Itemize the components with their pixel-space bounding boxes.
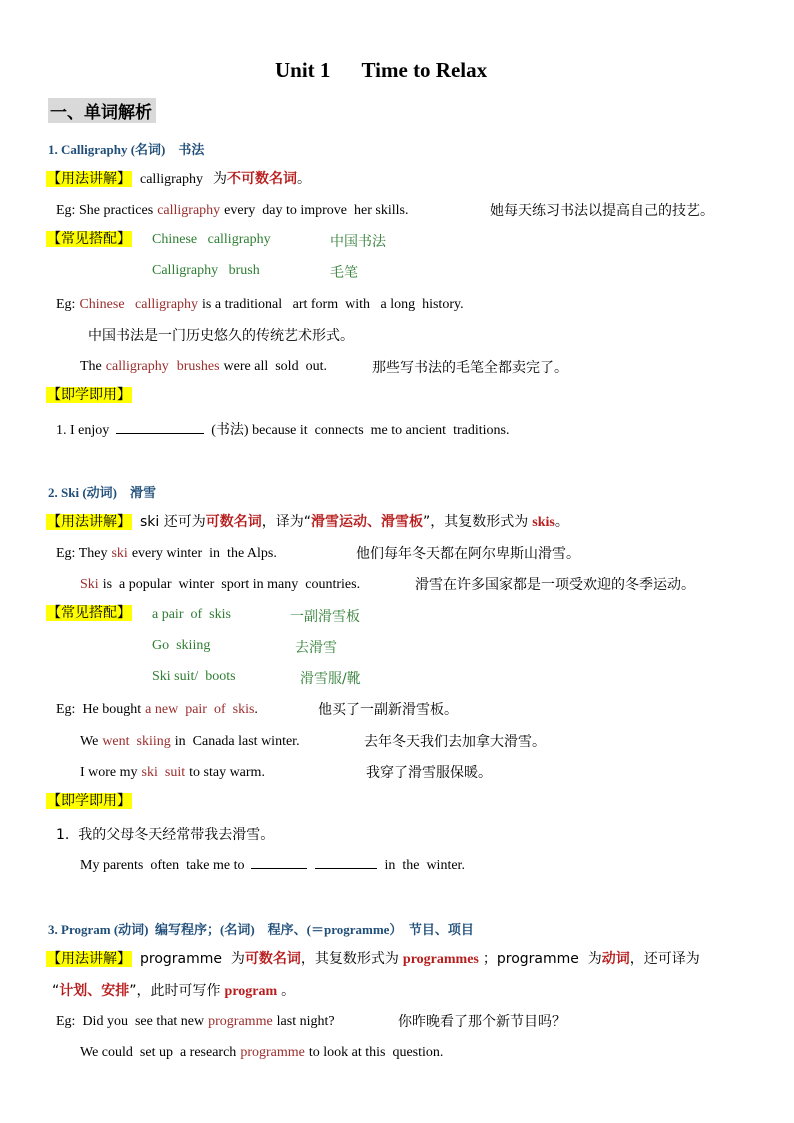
usage-row-calligraphy: 【用法讲解】 calligraphy 为不可数名词。 [47, 171, 311, 187]
usage-row-program: 【用法讲解】 programme 为可数名词，其复数形式为 programmes ；programme 为动词，还可译为 [47, 951, 700, 967]
collocation-en: Go skiing [152, 638, 211, 653]
usage-word: calligraphy [140, 172, 203, 187]
example-sentence: We could set up a research programme to look at this question. [80, 1045, 444, 1060]
collocation-zh: 滑雪服/靴 [300, 671, 361, 687]
collocation-en: Ski suit/ boots [152, 669, 236, 684]
usage-keyword: skis [532, 515, 555, 530]
usage-keyword: programmes [402, 952, 479, 967]
usage-keyword: 计划、安排 [59, 983, 130, 999]
collocation-zh: 一副滑雪板 [290, 609, 360, 625]
example-translation: 去年冬天我们去加拿大滑雪。 [364, 734, 546, 750]
highlighted-term: ski [111, 546, 128, 561]
usage-row-ski: 【用法讲解】 ski 还可为可数名词，译为“滑雪运动、滑雪板”，其复数形式为 skis。 [47, 514, 569, 530]
usage-keyword: 动词 [601, 951, 630, 967]
usage-keyword: 可数名词 [205, 514, 262, 530]
practice-tag: 【即学即用】 [47, 793, 131, 809]
example-sentence: Eg: They ski every winter in the Alps. [56, 546, 277, 561]
practice-tag-row [46, 386, 132, 405]
example-translation: 滑雪在许多国家都是一项受欢迎的冬季运动。 [415, 577, 695, 593]
example-sentence: Eg: She practices calligraphy every day to improve her skills. [56, 203, 409, 218]
collocation-tag: 【常见搭配】 [47, 605, 131, 621]
highlighted-term: programme [240, 1045, 305, 1060]
usage-tag: 【用法讲解】 [47, 951, 131, 967]
example-sentence: Eg: Did you see that new programme last night? [56, 1014, 335, 1029]
usage-keyword: 不可数名词 [226, 171, 297, 187]
example-translation: 我穿了滑雪服保暖。 [366, 765, 492, 781]
example-translation: 中国书法是一门历史悠久的传统艺术形式。 [88, 328, 354, 344]
collocation-zh: 毛笔 [330, 265, 358, 281]
example-translation: 她每天练习书法以提高自己的技艺。 [490, 203, 714, 219]
section-heading: 一、单词解析 [48, 98, 156, 123]
practice-question: My parents often take me to in the winter. [80, 858, 465, 873]
example-sentence: Eg: He bought a new pair of skis. [56, 702, 258, 717]
highlighted-term: went skiing [102, 734, 171, 749]
usage-keyword: 可数名词 [244, 951, 301, 967]
collocation-zh: 去滑雪 [295, 640, 337, 656]
collocation-tag: 【常见搭配】 [47, 231, 131, 247]
example-translation: 他买了一副新滑雪板。 [318, 702, 458, 718]
highlighted-term: ski suit [141, 765, 186, 780]
collocation-tag-row [46, 230, 132, 249]
example-sentence: Ski is a popular winter sport in many countries. [80, 577, 361, 592]
usage-row-program-cont: “计划、安排”，此时可写作 program 。 [52, 983, 296, 999]
collocation-en: a pair of skis [152, 607, 231, 622]
answer-blank[interactable] [315, 856, 377, 869]
usage-tag: 【用法讲解】 [47, 514, 131, 530]
practice-prompt: 1. 我的父母冬天经常带我去滑雪。 [56, 827, 275, 843]
collocation-en: Calligraphy brush [152, 263, 260, 278]
word-heading-ski: 2. Ski (动词) 滑雪 [48, 485, 156, 500]
highlighted-term: Ski [80, 577, 99, 592]
example-translation: 他们每年冬天都在阿尔卑斯山滑雪。 [356, 546, 580, 562]
collocation-en: Chinese calligraphy [152, 232, 271, 247]
highlighted-term: a new pair of skis [145, 702, 255, 717]
answer-blank[interactable] [116, 421, 204, 434]
collocation-tag-row [46, 604, 132, 623]
practice-question: 1. I enjoy (书法) because it connects me to ancient traditions. [56, 423, 510, 438]
example-sentence: We went skiing in Canada last winter. [80, 734, 300, 749]
highlighted-term: calligraphy [157, 203, 221, 218]
usage-keyword: program [224, 984, 278, 999]
usage-keyword: 滑雪运动、滑雪板 [311, 514, 424, 530]
usage-tag: 【用法讲解】 [47, 171, 131, 187]
highlighted-term: programme [208, 1014, 273, 1029]
example-sentence: The calligraphy brushes were all sold out. [80, 359, 327, 374]
example-sentence: Eg: Chinese calligraphy is a traditional art form with a long history. [56, 297, 464, 312]
example-translation: 那些写书法的毛笔全都卖完了。 [372, 360, 568, 376]
page-title: Unit 1 Time to Relax [275, 58, 488, 82]
example-translation: 你昨晚看了那个新节目吗？ [398, 1014, 566, 1030]
word-heading-calligraphy: 1. Calligraphy (名词) 书法 [48, 142, 205, 157]
answer-blank[interactable] [251, 856, 307, 869]
word-heading-program: 3. Program (动词) 编写程序；(名词) 程序、(＝programme） 节目、项目 [48, 922, 474, 937]
practice-tag: 【即学即用】 [47, 387, 131, 403]
collocation-zh: 中国书法 [330, 234, 386, 250]
highlighted-term: Chinese calligraphy [79, 297, 199, 312]
example-sentence: I wore my ski suit to stay warm. [80, 765, 265, 780]
practice-tag-row [46, 792, 132, 811]
